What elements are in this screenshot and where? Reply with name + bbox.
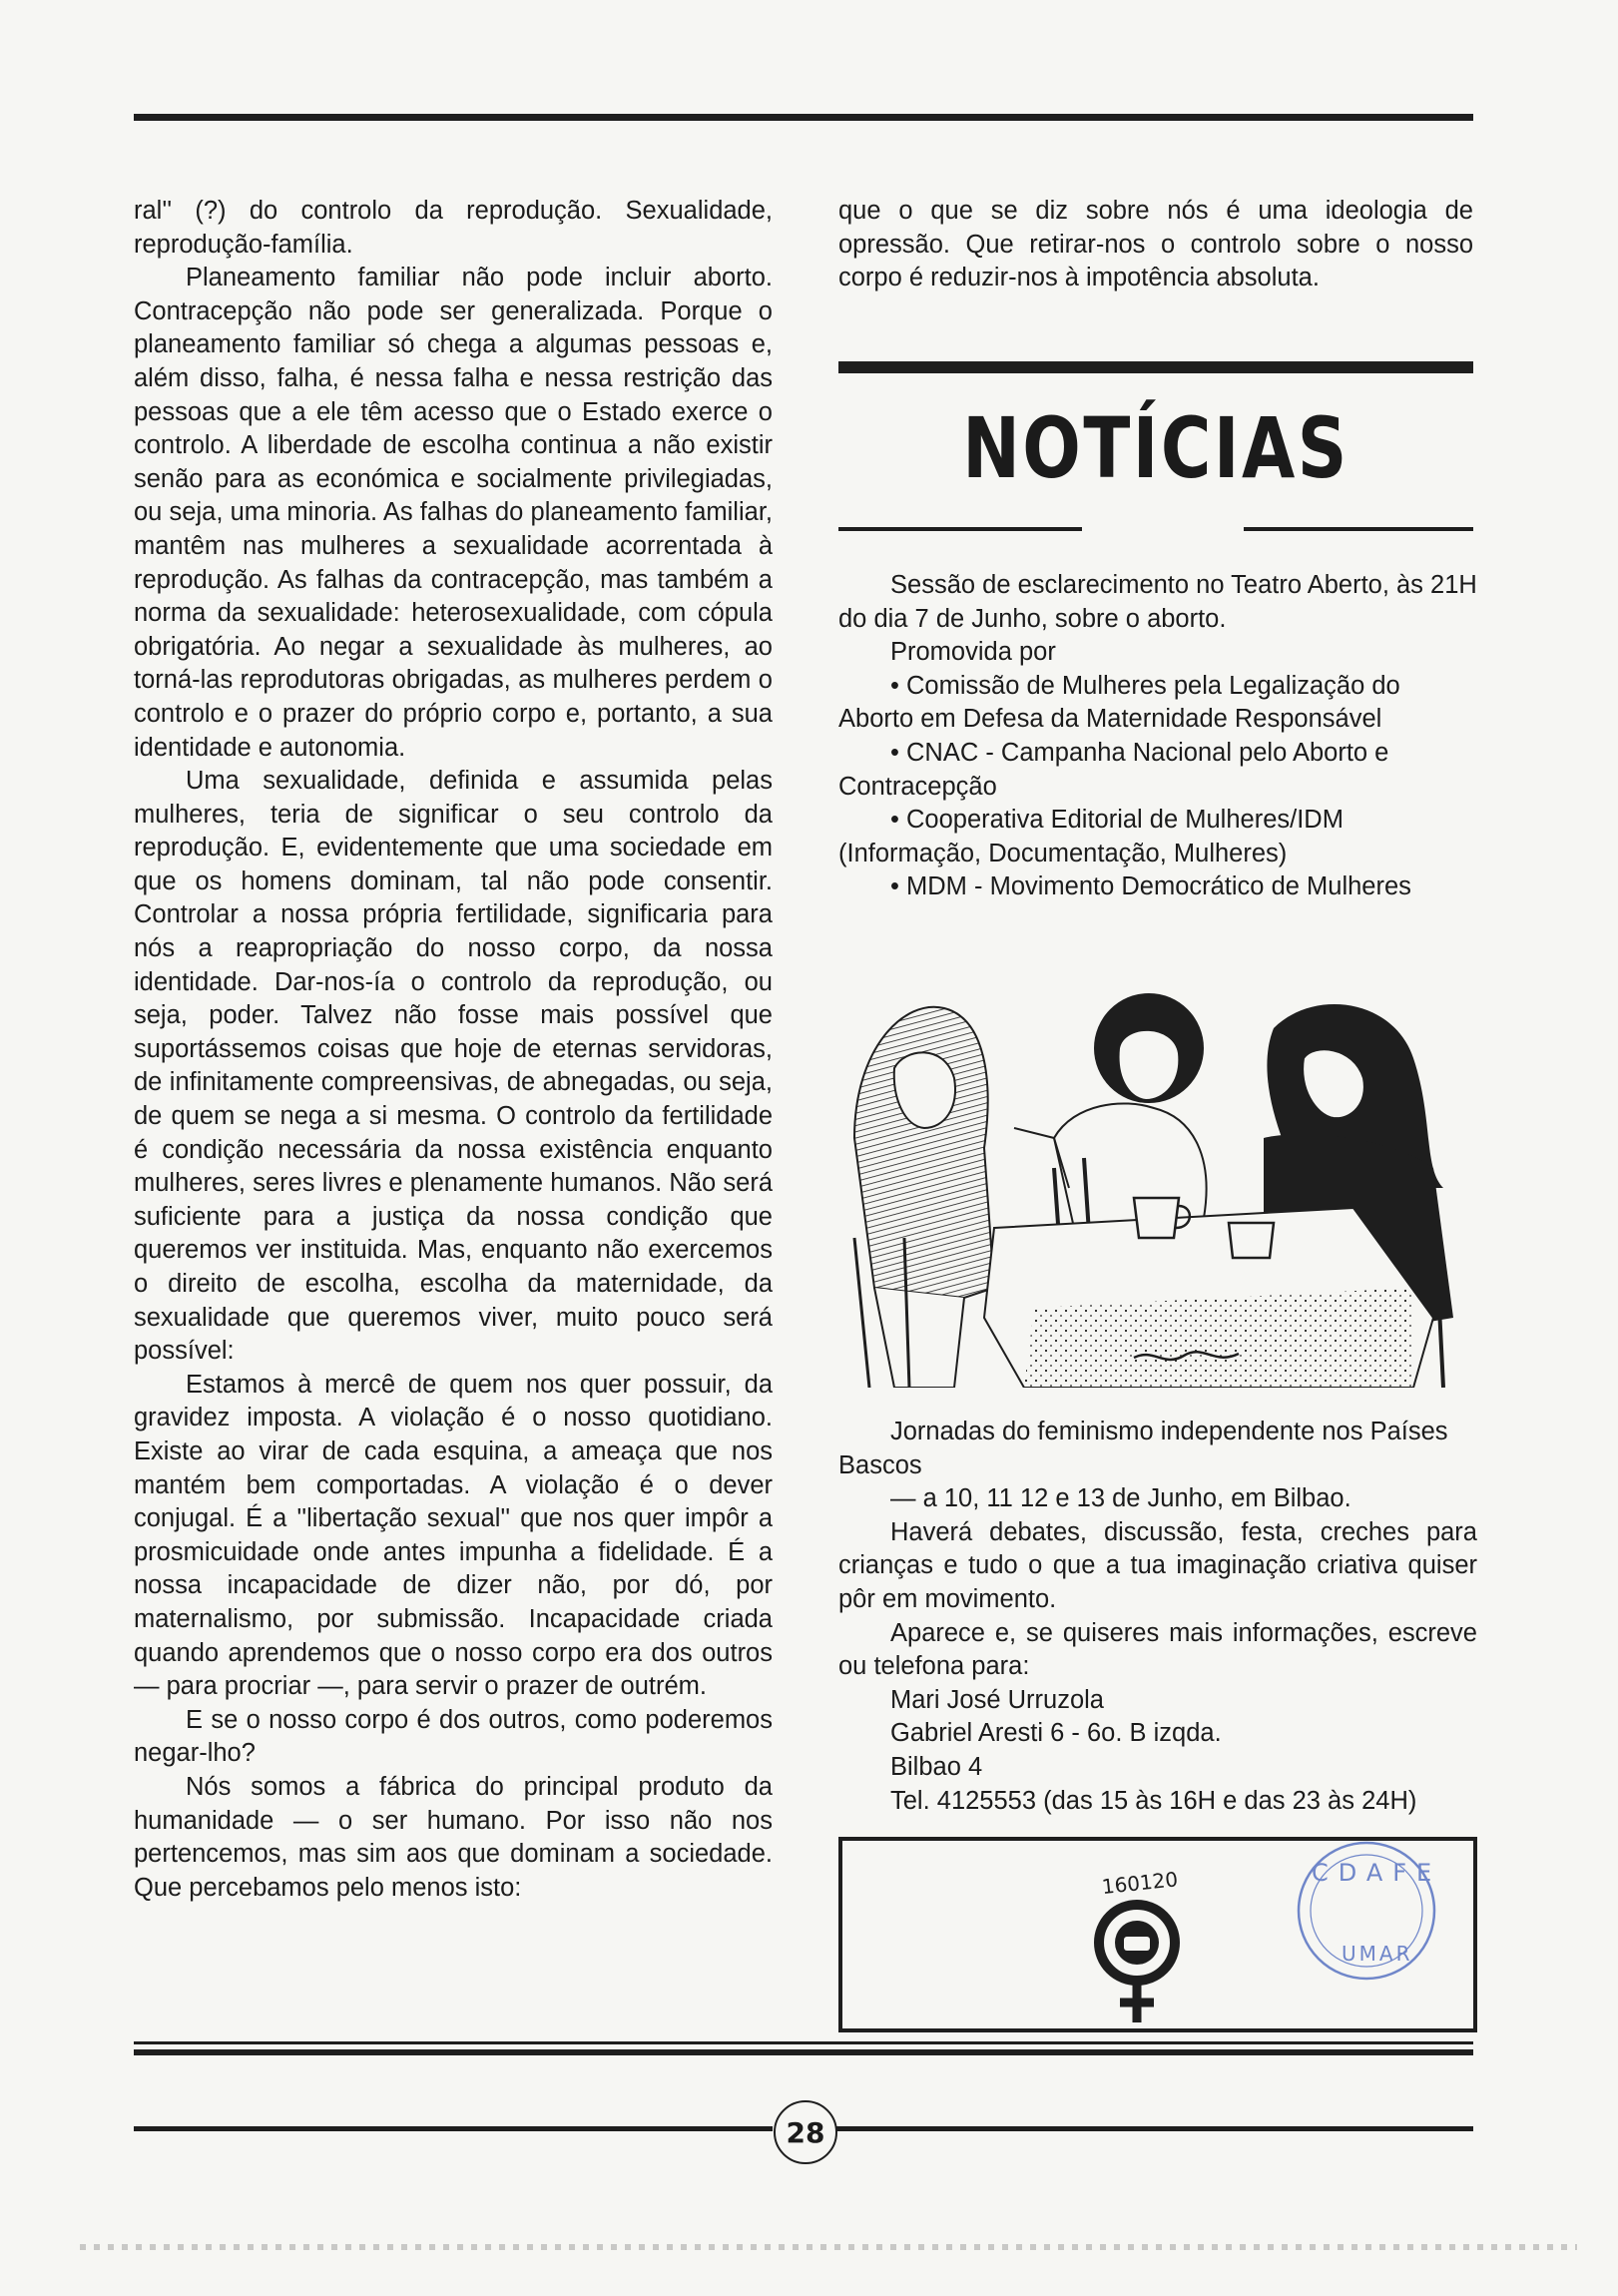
news-line: Bilbao 4 [890,1752,983,1781]
article-paragraph: Planeamento familiar não pode incluir aborto. Contracepção não pode ser generalizada. Porque o planeamento familiar só chega a algumas pessoas e, além disso, falha, é nessa falha e nessa restrição das pessoas que a ele têm acesso que o Estado exerce o controlo. A liberdade de escolha continua a não existir senão para as económica e socialmente privilegiadas, ou seja, uma minoria. As falhas do planeamento familiar, mantêm nas mulheres a sexualidade acorrentada à reprodução. As falhas da contracepção, mas também a norma da sexualidade: heterosexualidade, com cópula obrigatória. Ao negar a sexualidade às mulheres, ao torná-las reprodutoras obrigadas, as mulheres perdem o controlo e o prazer do próprio corpo e, portanto, a sua identidade e autonomia. [134,264,773,762]
stamp-text-top: CDAFE [1312,1859,1442,1887]
article-paragraph: Estamos à mercê de quem nos quer possuir, da gravidez imposta. A violação é o nosso quotidiano. Existe ao virar de cada esquina, a ameaça que nos mantém bem comportadas. A violação é o dever conjugal. É a ''libertação sexual'' que nos quer impôr a prosmicuidade onde antes impunha a fidelidade. É a nossa incapacidade de dizer não, por dó, por maternalismo, por submissão. Incapacidade criada quando aprendemos que o nosso corpo era dos outros — para procriar —, para servir o prazer de outrém. [134,1370,773,1701]
top-rule [134,114,1473,121]
logo-number: 160120 [1100,1867,1180,1900]
article-left-column [134,195,773,1905]
article-paragraph: E se o nosso corpo é dos outros, como poderemos negar-lho? [134,1705,773,1768]
continuation-paragraph: que o que se diz sobre nós é uma ideologia de opressão. Que retirar-nos o controlo sobre o nosso corpo é reduzir-nos à impotência absoluta. [838,197,1473,292]
article-right-continuation [838,195,1473,295]
footer-rule-right [834,2126,1473,2131]
article-paragraph: Uma sexualidade, definida e assumida pelas mulheres, teria de significar o seu controlo da reprodução. E, evidentemente que uma sociedade em que os homens dominam, tal não pode consentir. Controlar a nossa própria fertilidade, significaria para nós a reapropriação do nosso corpo, da nossa identidade. Dar-nos-ía o controlo da reprodução, ou seja, poder. Talvez não fosse mais possível que suportássemos coisas que hoje de eternas servidoras, de infinitamente compreensivas, de abnegadas, ou seja, de quem se nega a si mesma. O controlo da fertilidade é condição necessária da nossa existência enquanto mulheres, seres livres e plenamente humanos. Não será suficiente para a justiça da nossa condição que queremos ver instituida. Mas, enquanto não exercemos o direito de escolha, escolha da maternidade, da sexualidade que queremos viver, muito pouco será possível: [134,767,773,1366]
illustration-women-at-table [834,988,1473,1388]
noticias-bottom-rule-right [1244,527,1473,531]
news-line: • Cooperativa Editorial de Mulheres/IDM (Informação, Documentação, Mulheres) [838,806,1344,867]
news-line: Promovida por [890,638,1056,667]
news-line: • MDM - Movimento Democrático de Mulheres [890,872,1411,901]
news-line: Mari José Urruzola [890,1685,1104,1714]
news-item-1 [838,569,1477,904]
news-line: Aparece e, se quiseres mais informações, escreve ou telefona para: [838,1618,1477,1681]
news-line: — a 10, 11 12 e 13 de Junho, em Bilbao. [890,1484,1351,1513]
scan-edge-artifact [80,2244,1577,2250]
news-line: Jornadas do feminismo independente nos Países Bascos [838,1418,1448,1479]
telephone-venus-logo [842,1841,1473,2028]
noticias-bottom-rule-left [838,527,1082,531]
news-line: Gabriel Aresti 6 - 6o. B izqda. [890,1719,1222,1748]
stamp-box [838,1837,1477,2032]
page-number: 28 [786,2115,825,2149]
article-paragraph: Nós somos a fábrica do principal produto da humanidade — o ser humano. Por isso não nos pertencemos, mas sim aos que dominam a sociedade. Que percebamos pelo menos isto: [134,1772,773,1902]
news-line: Haverá debates, discussão, festa, creches para crianças e tudo o que a tua imaginação criativa quiser pôr em movimento. [838,1517,1477,1613]
noticias-top-rule [838,361,1473,373]
news-line: Tel. 4125553 (das 15 às 16H e das 23 às 24H) [890,1786,1417,1815]
page-number-badge [774,2100,837,2164]
news-line: • Comissão de Mulheres pela Legalização do Aborto em Defesa da Maternidade Responsável [838,671,1400,734]
bottom-rule-thin [134,2041,1473,2044]
article-paragraph: ral'' (?) do controlo da reprodução. Sexualidade, reprodução-família. [134,197,773,259]
stamp-text-bottom: UMAR [1342,1942,1413,1966]
footer-rule-left [134,2126,773,2131]
bottom-rule-thick [134,2049,1473,2055]
section-title: NOTÍCIAS [962,399,1349,497]
news-item-2 [838,1416,1477,1818]
news-line: Sessão de esclarecimento no Teatro Aberto, às 21H do dia 7 de Junho, sobre o aborto. [838,571,1477,633]
news-line: • CNAC - Campanha Nacional pelo Aborto e Contracepção [838,738,1389,801]
